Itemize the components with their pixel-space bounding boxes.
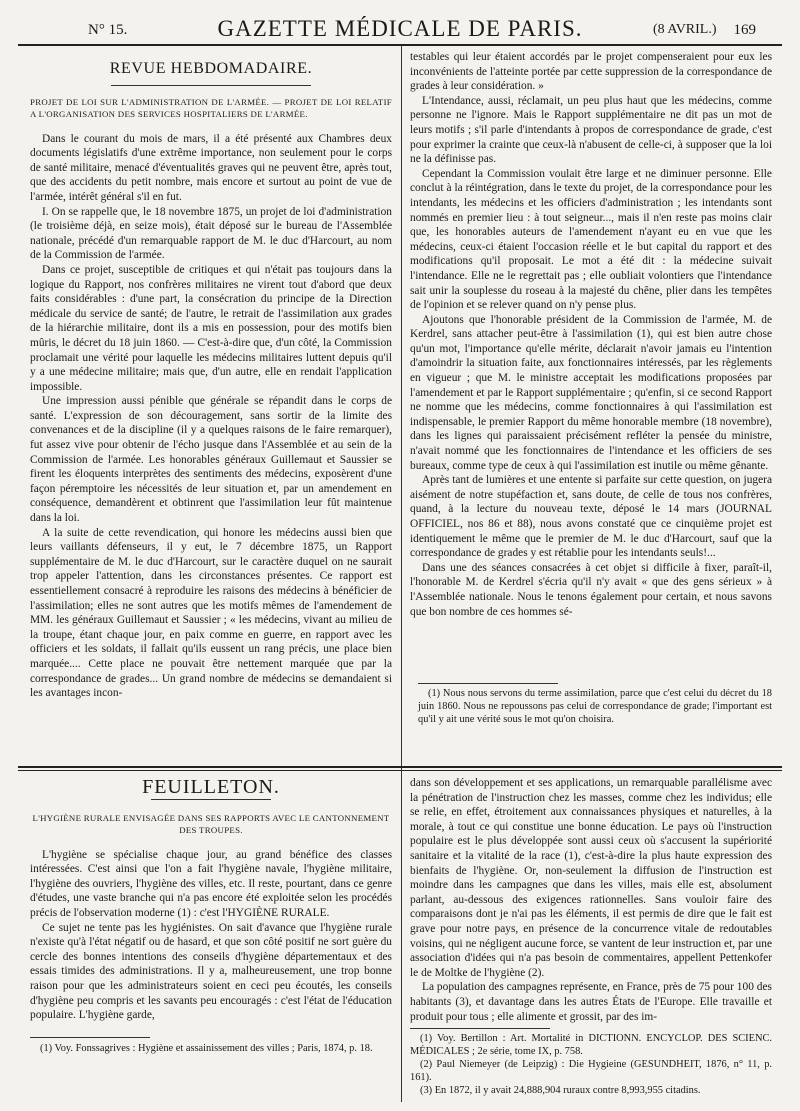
feuilleton-heading: FEUILLETON. [142, 776, 280, 798]
feuilleton-paragraph: La population des campagnes représente, en France, près de 75 pour 100 des habitants (3), et davantage dans les autres États de l'Europe. Elle travaille et produit pour tous ; elle alimente et grossit, par des im- [410, 981, 772, 1023]
feuilleton-paragraph: Ce sujet ne tente pas les hygiénistes. On sait d'avance que l'hygiène rurale n'existe qu'à l'état négatif ou de hasard, et que son côté positif ne sort guère du cercle des bonnes intentions des conseils d'hygiène départementaux et des essais timides des administrations. Il y a, malheureusement, une trop bonne raison pour que les administrateurs soient en ceci peu écoutés, les conseils d'hygiène peu compris et les savants peu encouragés : c'est l'état de l'éducation populaire. L'hygiène garde, [30, 921, 392, 1022]
revue-paragraph: I. On se rappelle que, le 18 novembre 1875, un projet de loi d'administration (le troisième déjà, en seize mois), était déposé sur le bureau de l'Assemblée nationale, précédé d'un remarquable rapport de M. le duc d'Harcourt, au nom de la Commission de l'armée. [30, 205, 392, 262]
footnote-text: (2) Paul Niemeyer (de Leipzig) : Die Hygieine (GESUNDHEIT, 1876, n° 11, p. 161). [410, 1059, 772, 1083]
journal-title: GAZETTE MÉDICALE DE PARIS. [217, 16, 583, 41]
revue-paragraph: Une impression aussi pénible que générale se répandit dans le corps de santé. L'expression de son découragement, sans sortir de la limite des convenances et de la discipline (il y a quelques raisons de le faire remarquer), fut assez vive pour obtenir de l'écho jusque dans l'Assemblée et au sein de la Commission de l'armée. Les honorables généraux Guillemaut et Saussier se firent les éloquents interprètes des sentiments des médecins, exposèrent d'une façon péremptoire les nécessités de leur situation et, par un amendement en conséquence, demandèrent et obtinrent que l'assimilation leur fût maintenue dans la loi. [30, 395, 392, 525]
column-divider-top [401, 46, 402, 776]
revue-paragraph: Dans une des séances consacrées à cet objet si difficile à fixer, paraît-il, l'honorable M. de Kerdrel s'écria qu'il n'y avait « que des gens sérieux » à l'Assemblée nationale. Nous le tenons également pour certain, et nous savons que bon nombre de ces hommes sé- [410, 561, 772, 618]
revue-left-column [30, 50, 392, 758]
revue-right-column [410, 50, 772, 678]
issue-date: (8 AVRIL.) [653, 22, 717, 37]
issue-number: N° 15. [88, 22, 128, 38]
revue-paragraph: Après tant de lumières et une entente si parfaite sur cette question, on jugera aisément de notre stupéfaction et, sans doute, de celle de tous nos confrères, quand, à la lecture du nouveau texte, déposé le 14 mars (JOURNAL OFFICIEL, nos 86 et 88), nous avons constaté que ce cinquième projet est identiquement le même que le premier de M. le duc d'Harcourt, sauf que la correspondance de grades y est rétablie pour les intendants seuls!... [410, 474, 772, 560]
feuilleton-subheading: L'HYGIÈNE RURALE ENVISAGÉE DANS SES RAPPORTS AVEC LE CANTONNEMENT DES TROUPES. [32, 812, 390, 835]
feuilleton-footnotes-right [410, 1032, 772, 1097]
footnote-text: (1) Voy. Fonssagrives : Hygiène et assainissement des villes ; Paris, 1874, p. 18. [40, 1043, 373, 1054]
feuilleton-separator-thin [18, 770, 782, 771]
feuilleton-left-column [30, 776, 392, 1031]
revue-paragraph: L'Intendance, aussi, réclamait, un peu plus haut que les médecins, comme personne ne l'ignore. Mais le Rapport supplémentaire ne dit pas un mot de leurs motifs ; s'il parle d'intendants à propos de correspondance de grade, c'est pour exprimer la crainte que ceux-là n'abusent de celle-ci, à supposer que la loi ne la définisse pas. [410, 94, 772, 166]
revue-paragraph: A la suite de cette revendication, qui honore les médecins aussi bien que leurs vaillants défenseurs, il y eut, le 7 décembre 1875, un Rapport supplémentaire de M. le duc d'Harcourt, sur le caractère duquel on ne saurait trop appeler l'attention, dans les circonstances présentes. Ce rapport est essentiellement consacré à reproduire les raisons des médecins à bénéficier de l'assimilation; elles ne sont autres que les motifs mêmes de l'amendement de MM. les généraux Guillemaut et Saussier ; « les médecins, vivant au milieu de la troupe, étant chaque jour, en paix comme en guerre, en rapport avec les officiers et les soldats, il fallait qu'ils eussent un rang précis, une place bien marquée.... Cette place ne pouvait être nettement marquée que par la correspondance de grades... Un grand nombre de médecins se demandaient si les avantages incon- [30, 526, 392, 700]
revue-subheading: PROJET DE LOI SUR L'ADMINISTRATION DE L'ARMÉE. — PROJET DE LOI RELATIF A L'ORGANISATION DES SERVICES HOSPITALIERS DE L'ARMÉE. [30, 96, 392, 119]
feuilleton-paragraph: L'hygiène se spécialise chaque jour, au grand bénéfice des classes intéressées. C'est ainsi que l'on a fait l'hygiène navale, l'hygiène militaire, l'hygiène des ouvriers, l'hygiène des villes, etc. Il reste, pourtant, dans ce genre d'études, une vaste branche qui n'a pas encore été exploitée selon les procédés précis de l'observation moderne (1) : c'est l'HYGIÈNE RURALE. [30, 848, 392, 919]
masthead [18, 8, 782, 46]
feuilleton-right-column [410, 776, 772, 1024]
revue-paragraph: Dans ce projet, susceptible de critiques et qui n'était pas toujours dans la logique du Rapport, nos confrères militaires ne virent tout d'abord que deux faits considérables : d'une part, la consécration du principe de la Direction médicale du service de santé; de l'autre, le retrait de l'assimilation aux grades de la hiérarchie militaire, dont ils a mis en possession, pour des motifs bien mûris, le décret du 18 juin 1860. — C'est-à-dire que, d'un côté, la Commission proclamait une vérité pour laquelle les médecins militaires luttent depuis qu'il y a une médecine militaire; mais que, d'un autre, elle en rendait l'application impossible. [30, 263, 392, 393]
revue-paragraph: Cependant la Commission voulait être large et ne diminuer personne. Elle conclut à la réintégration, dans le texte du projet, de la correspondance pour les intendants, les médecins et les officiers d'administration ; les intendants sont nommés en premier lieu : à tout seigneur..., mais il n'en reste pas moins clair que, les honorables auteurs de l'amendement n'ayant eu en vue que les médecins, ceux-ci étaient l'occasion réelle et le but capital du rapport et des modifications qu'il proposait. Le mot a été dit : la médecine suivait l'intendance. Elle ne le regrettait pas ; elle oubliait volontiers que l'intendance sait unir la souplesse du roseau à la majesté du chêne, plier dans les tempêtes de l'opinion et se relever quand on n'y pense plus. [410, 167, 772, 312]
feuilleton-separator [18, 766, 782, 768]
revue-footnote [418, 687, 772, 726]
page-number: 169 [733, 22, 756, 38]
footnote-rule [410, 1028, 550, 1029]
revue-paragraph: Ajoutons que l'honorable président de la Commission de l'armée, M. de Kerdrel, sans attacher peut-être à l'assimilation (1), qui est bien autre chose qu'un mot, l'importance qu'elle mérite, déclarait n'avoir jamais eu l'intention d'amoindrir la situation faite, aux fonctionnaires intéressés, par les règlements en vigueur ; que M. le ministre acceptait les modifications proposées par l'amendement et par le Rapport supplémentaire ; qu'enfin, si ce second Rapport ne nomme que les médecins, comme fonctionnaires à qui l'assimilation est indispensable, le premier Rapport du même honorable membre (18 novembre), dans les lignes qui paraissaient précisément refléter la pensée du ministre, n'avait nommé que les fonctionnaires de l'intendance et les officiers de ses bureaux, comme type de ceux à qui l'assimilation est inutile ou même gênante. [410, 313, 772, 472]
heading-rule [111, 85, 311, 86]
heading-rule [151, 799, 271, 800]
column-divider-bottom [401, 772, 402, 1102]
footnote-text: (1) Voy. Bertillon : Art. Mortalité in DICTIONN. ENCYCLOP. DES SCIENC. MÉDICALES ; 2e série, tome IX, p. 758. [410, 1033, 772, 1057]
feuilleton-paragraph: dans son développement et ses applications, un remarquable parallélisme avec la pénétration de l'instruction chez les masses, comme chez les individus; elle se relie, en effet, étroitement aux connaissances physiques et naturelles, à la morale, à tout ce qui constitue une bonne éducation. Le pays où l'instruction populaire est le plus développée sont aussi ceux où s'accusent la supériorité sanitaire et la vitalité de la race (1), c'est-à-dire la plus haute expression des bienfaits de l'hygiène. Or, non-seulement la diffusion de l'instruction est moindre dans les campagnes que dans les villes, mais elle est, absolument parlant, au-dessous des exigences rationnelles. Sans vouloir faire des comparaisons dont je n'ai pas les éléments, il est permis de dire que le fait est grave pour notre pays, en présence de la concurrence vitale de redoutables voisins, qui ne négligent aucune force, se vantent de leur instruction et, par une association d'idées qui n'a pas besoin de commentaires, appellent Pettenkofer le de Moltke de l'hygiène (2). [410, 777, 772, 979]
footnote-text: (3) En 1872, il y avait 24,888,904 ruraux contre 8,993,955 citadins. [420, 1085, 701, 1096]
revue-paragraph: testables qui leur étaient accordés par le projet compenseraient pour eux les inconvénients de l'atteinte portée par cette suppression de la correspondance de grades à leur considération. » [410, 51, 772, 93]
revue-heading: REVUE HEBDOMADAIRE. [109, 60, 313, 77]
footnote-rule [30, 1037, 150, 1038]
feuilleton-footnote-left [30, 1042, 392, 1055]
footnote-rule [418, 683, 558, 684]
footnote-text: (1) Nous nous servons du terme assimilation, parce que c'est celui du décret du 18 juin 1860. Nous ne repoussons pas celui de correspondance de grade; l'important est qu'il y ait une vérité sous le mot qu'on choisira. [418, 688, 772, 725]
revue-paragraph: Dans le courant du mois de mars, il a été présenté aux Chambres deux documents législatifs d'une extrême importance, non seulement pour le corps de santé militaire, menacé d'éventualités graves qui ne peuvent être, après tout, que des accidents du petit nombre, mais encore et surtout au point de vue de l'armée, intérêt général s'il en fut. [30, 132, 392, 203]
